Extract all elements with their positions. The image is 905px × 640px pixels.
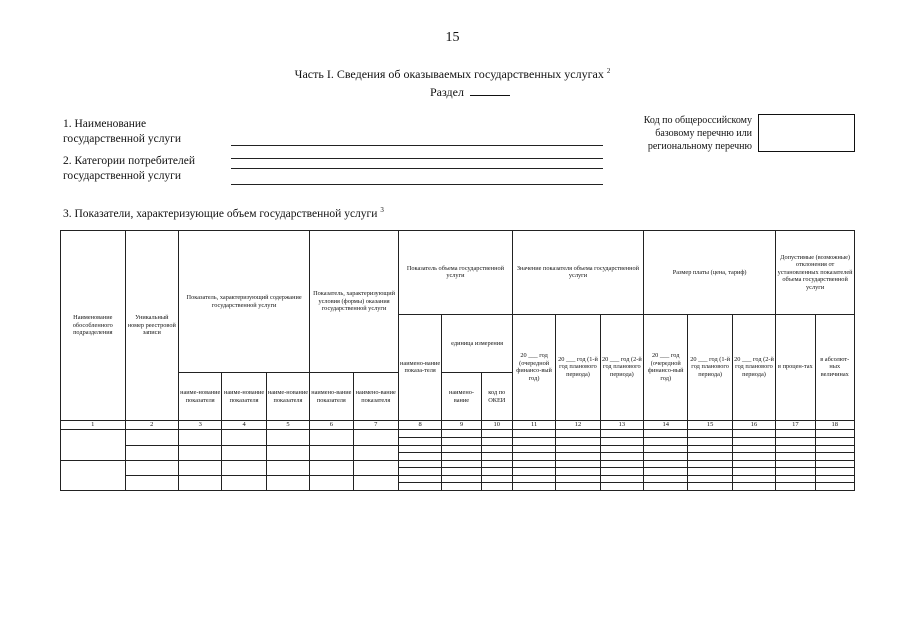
table-cell[interactable] xyxy=(442,437,481,445)
table-cell[interactable] xyxy=(398,475,441,483)
table-cell[interactable] xyxy=(481,437,512,445)
table-cell[interactable] xyxy=(732,475,775,483)
column-number: 10 xyxy=(481,420,512,430)
table-cell[interactable] xyxy=(600,475,643,483)
table-cell[interactable] xyxy=(266,475,309,490)
header-deviation-absolute: в абсолют-ных величинах xyxy=(815,314,854,420)
column-number: 2 xyxy=(125,420,178,430)
table-cell[interactable] xyxy=(556,453,600,461)
table-cell[interactable] xyxy=(442,445,481,453)
header-unit-code: код по ОКЕИ xyxy=(481,373,512,420)
table-cell[interactable] xyxy=(815,460,854,468)
header-unit-name: наимено-вание xyxy=(442,373,481,420)
table-cell[interactable] xyxy=(556,468,600,476)
header-value-year-2: 20 ___ год (1-й год планового периода) xyxy=(556,314,600,420)
section-heading xyxy=(430,84,510,100)
table-cell[interactable] xyxy=(398,445,441,453)
table-cell[interactable] xyxy=(688,460,732,468)
column-number: 17 xyxy=(776,420,815,430)
column-number: 6 xyxy=(310,420,353,430)
header-content-sub-1: наиме-нование показателя xyxy=(179,373,222,420)
registry-code-label xyxy=(612,114,752,153)
column-number: 12 xyxy=(556,420,600,430)
subdivision-cell[interactable] xyxy=(61,430,126,460)
table-cell[interactable] xyxy=(442,453,481,461)
column-number: 13 xyxy=(600,420,643,430)
table-cell[interactable] xyxy=(815,430,854,438)
header-value-year-1: 20 ___ год (очередной финансо-вый год) xyxy=(512,314,555,420)
table-body xyxy=(61,430,855,491)
header-price-year-1: 20 ___ год (очередной финансо-вый год) xyxy=(644,314,688,420)
volume-indicators-heading-text: 3. Показатели, характеризующие объем государственной услуги xyxy=(63,207,378,220)
table-cell[interactable] xyxy=(481,475,512,483)
table-cell[interactable] xyxy=(776,430,815,438)
table-cell[interactable] xyxy=(644,453,688,461)
table-cell[interactable] xyxy=(600,483,643,491)
table-cell[interactable] xyxy=(556,437,600,445)
header-indicator-name: наимено-вание показа-теля xyxy=(398,314,441,420)
header-content-sub-2: наиме-нование показателя xyxy=(222,373,266,420)
table-row xyxy=(61,445,855,453)
table-cell[interactable] xyxy=(776,437,815,445)
table-cell[interactable] xyxy=(398,430,441,438)
header-content-indicator: Показатель, характеризующий содержание государственной услуги xyxy=(179,231,310,373)
header-conditions-sub-2: наимено-вание показателя xyxy=(353,373,398,420)
table-cell[interactable] xyxy=(600,468,643,476)
table-cell[interactable] xyxy=(222,430,266,445)
table-row xyxy=(61,460,855,468)
table-cell[interactable] xyxy=(398,468,441,476)
consumer-category-label-line1: 2. Категории потребителей xyxy=(63,155,195,167)
table-cell[interactable] xyxy=(512,430,555,438)
column-number: 1 xyxy=(61,420,126,430)
header-price-year-2: 20 ___ год (1-й год планового периода) xyxy=(688,314,732,420)
header-subdivision-name: Наименование обособленного подразделения xyxy=(61,231,126,421)
table-cell[interactable] xyxy=(125,430,178,445)
column-number: 18 xyxy=(815,420,854,430)
table-cell[interactable] xyxy=(732,437,775,445)
table-cell[interactable] xyxy=(556,483,600,491)
table-cell[interactable] xyxy=(600,445,643,453)
column-number: 4 xyxy=(222,420,266,430)
table-cell[interactable] xyxy=(442,430,481,438)
part-title-text: Часть I. Сведения об оказываемых государственных услугах xyxy=(294,67,604,81)
consumer-category-field-line2[interactable] xyxy=(231,184,603,185)
header-deviation-percent: в процен-тах xyxy=(776,314,815,420)
table-cell[interactable] xyxy=(353,430,398,445)
table-cell[interactable] xyxy=(815,437,854,445)
table-cell[interactable] xyxy=(688,430,732,438)
registry-code-label-line3: региональному перечню xyxy=(647,141,752,152)
table-cell[interactable] xyxy=(398,437,441,445)
column-number: 8 xyxy=(398,420,441,430)
table-cell[interactable] xyxy=(776,460,815,468)
table-cell[interactable] xyxy=(481,453,512,461)
table-cell[interactable] xyxy=(398,460,441,468)
column-number: 15 xyxy=(688,420,732,430)
part-title-footnote: 2 xyxy=(606,67,611,75)
table-cell[interactable] xyxy=(481,460,512,468)
section-label: Раздел xyxy=(430,85,464,99)
table-cell[interactable] xyxy=(125,475,178,490)
header-registry-number: Уникальный номер реестровой записи xyxy=(125,231,178,421)
table-cell[interactable] xyxy=(512,475,555,483)
table-cell[interactable] xyxy=(310,430,353,445)
table-cell[interactable] xyxy=(688,437,732,445)
column-number: 14 xyxy=(644,420,688,430)
header-volume-indicator: Показатель объема государственной услуги xyxy=(398,231,512,315)
table-cell[interactable] xyxy=(179,445,222,460)
column-number: 11 xyxy=(512,420,555,430)
table-cell[interactable] xyxy=(600,430,643,438)
table-cell[interactable] xyxy=(222,460,266,475)
part-title xyxy=(0,67,905,82)
table-cell[interactable] xyxy=(442,483,481,491)
table-cell[interactable] xyxy=(266,430,309,445)
column-number: 5 xyxy=(266,420,309,430)
service-name-label-line2: государственной услуги xyxy=(63,133,182,145)
table-cell[interactable] xyxy=(442,475,481,483)
table-cell[interactable] xyxy=(776,483,815,491)
column-number: 3 xyxy=(179,420,222,430)
table-cell[interactable] xyxy=(398,453,441,461)
table-cell[interactable] xyxy=(815,475,854,483)
table-cell[interactable] xyxy=(353,445,398,460)
table-cell[interactable] xyxy=(732,430,775,438)
table-cell[interactable] xyxy=(815,483,854,491)
table-cell[interactable] xyxy=(125,445,178,460)
table-cell[interactable] xyxy=(556,445,600,453)
header-conditions-sub-1: наимено-вание показателя xyxy=(310,373,353,420)
table-cell[interactable] xyxy=(512,483,555,491)
table-cell[interactable] xyxy=(644,445,688,453)
table-cell[interactable] xyxy=(776,475,815,483)
table-cell[interactable] xyxy=(556,430,600,438)
table-cell[interactable] xyxy=(442,468,481,476)
table-cell[interactable] xyxy=(644,483,688,491)
header-value-year-3: 20 ___ год (2-й год планового периода) xyxy=(600,314,643,420)
table-cell[interactable] xyxy=(688,483,732,491)
table-cell[interactable] xyxy=(688,445,732,453)
table-cell[interactable] xyxy=(179,460,222,475)
service-name-label xyxy=(63,117,181,147)
table-cell[interactable] xyxy=(512,453,555,461)
table-cell[interactable] xyxy=(776,445,815,453)
table-cell[interactable] xyxy=(512,437,555,445)
consumer-category-label-line2: государственной услуги xyxy=(63,170,182,182)
header-unit: единица измерения xyxy=(442,314,513,373)
registry-code-box[interactable] xyxy=(758,114,855,152)
table-cell[interactable] xyxy=(353,475,398,490)
header-volume-value: Значение показателя объема государственной услуги xyxy=(512,231,643,315)
table-cell[interactable] xyxy=(442,460,481,468)
table-cell[interactable] xyxy=(600,437,643,445)
table-cell[interactable] xyxy=(556,475,600,483)
table-cell[interactable] xyxy=(222,475,266,490)
table-cell[interactable] xyxy=(815,445,854,453)
table-cell[interactable] xyxy=(776,453,815,461)
table-cell[interactable] xyxy=(310,460,353,475)
header-price-year-3: 20 ___ год (2-й год планового периода) xyxy=(732,314,775,420)
table-cell[interactable] xyxy=(600,453,643,461)
table-cell[interactable] xyxy=(815,468,854,476)
table-cell[interactable] xyxy=(776,468,815,476)
table-cell[interactable] xyxy=(481,430,512,438)
header-conditions-indicator: Показатель, характеризующий условия (формы) оказания государственной услуги xyxy=(310,231,399,373)
volume-indicators-heading xyxy=(63,206,384,220)
consumer-category-label xyxy=(63,154,195,184)
table-cell[interactable] xyxy=(815,453,854,461)
table-cell[interactable] xyxy=(125,460,178,475)
column-number: 7 xyxy=(353,420,398,430)
table-cell[interactable] xyxy=(600,460,643,468)
table-cell[interactable] xyxy=(688,475,732,483)
registry-code-label-line2: базовому перечню или xyxy=(655,128,752,139)
column-numbers-row xyxy=(61,420,855,430)
table-cell[interactable] xyxy=(644,437,688,445)
table-cell[interactable] xyxy=(353,460,398,475)
header-content-sub-3: наиме-нование показателя xyxy=(266,373,309,420)
table-cell[interactable] xyxy=(732,453,775,461)
page-number: 15 xyxy=(445,30,460,45)
table-cell[interactable] xyxy=(222,445,266,460)
table-cell[interactable] xyxy=(512,468,555,476)
table-row xyxy=(61,475,855,483)
table-cell[interactable] xyxy=(179,475,222,490)
table-cell[interactable] xyxy=(398,483,441,491)
table-cell[interactable] xyxy=(644,475,688,483)
column-number: 9 xyxy=(442,420,481,430)
table-cell[interactable] xyxy=(644,468,688,476)
table-cell[interactable] xyxy=(732,483,775,491)
header-fee-size: Размер платы (цена, тариф) xyxy=(644,231,776,315)
service-name-field-line2[interactable] xyxy=(231,158,603,159)
table-cell[interactable] xyxy=(310,475,353,490)
service-name-label-line1: 1. Наименование xyxy=(63,118,147,130)
table-row xyxy=(61,430,855,438)
column-number: 16 xyxy=(732,420,775,430)
table-cell[interactable] xyxy=(644,460,688,468)
table-cell[interactable] xyxy=(732,460,775,468)
volume-indicators-table xyxy=(60,230,855,491)
table-cell[interactable] xyxy=(310,445,353,460)
service-name-field[interactable] xyxy=(231,145,603,146)
volume-indicators-footnote: 3 xyxy=(380,206,384,214)
section-number-field[interactable] xyxy=(470,84,510,96)
table-cell[interactable] xyxy=(481,483,512,491)
header-allowed-deviation: Допустимые (возможные) отклонения от установленных показателей объема государственной услуги xyxy=(776,231,855,315)
table-cell[interactable] xyxy=(688,453,732,461)
registry-code-label-line1: Код по общероссийскому xyxy=(643,115,752,126)
subdivision-cell[interactable] xyxy=(61,460,126,490)
table-cell[interactable] xyxy=(688,468,732,476)
table-cell[interactable] xyxy=(266,445,309,460)
consumer-category-field[interactable] xyxy=(231,168,603,169)
table-cell[interactable] xyxy=(179,430,222,445)
table-cell[interactable] xyxy=(266,460,309,475)
table-cell[interactable] xyxy=(732,468,775,476)
table-cell[interactable] xyxy=(732,445,775,453)
table-cell[interactable] xyxy=(556,460,600,468)
table-cell[interactable] xyxy=(644,430,688,438)
table-cell[interactable] xyxy=(512,445,555,453)
table-cell[interactable] xyxy=(481,468,512,476)
table-cell[interactable] xyxy=(481,445,512,453)
table-cell[interactable] xyxy=(512,460,555,468)
